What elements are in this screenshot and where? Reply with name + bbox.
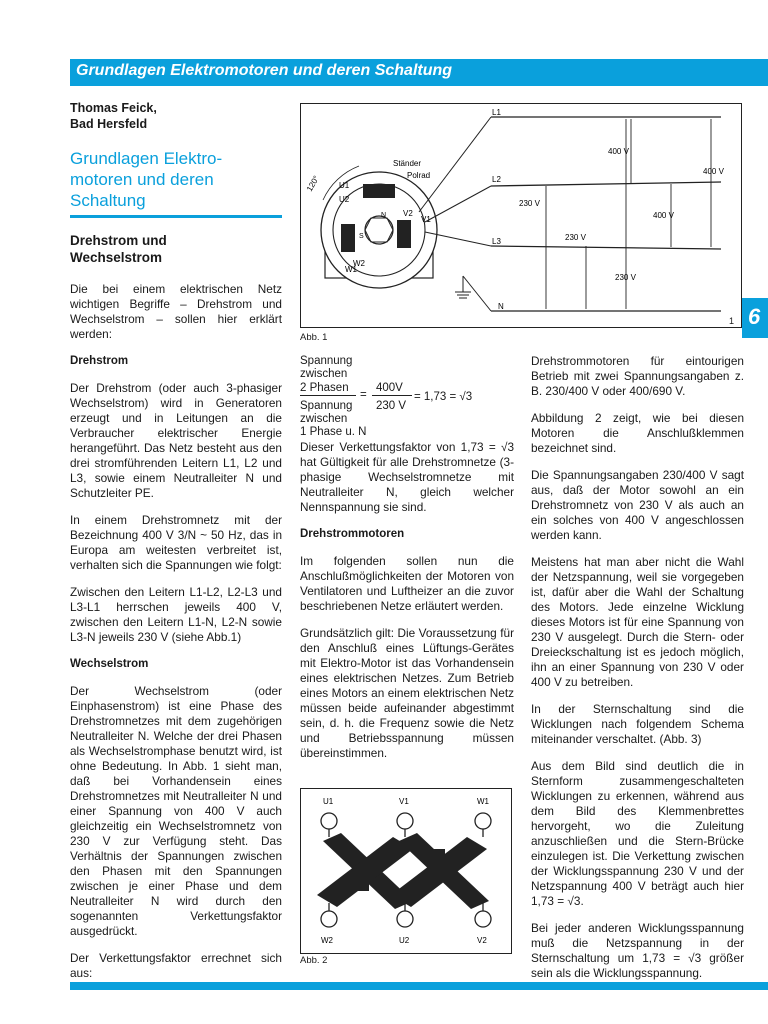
wechselstrom-paragraph-1: Der Wechselstrom (oder Einphasenstrom) ist eine Phase des Drehstromnetzes mit dem zugehörigen Neutralleiter N. Welche der drei Phasen als Wechselstromphase benutzt wird, ist ohne Bedeutung. In Abb. 1 sieht man, daß bei Vorhandensein eines Drehstromnetzes mit Neutralleiter N und einer Spannung von 400 V auch gleichzeitig ein Wechselstromnetz von 230 V zur Verfügung steht. Das Verhältnis der Spannungen zwischen den Phasen mit den Spannungen zwischen je einer Phase und dem Neutralleiter N wird durch den sogenannten Verkettungsfaktor ausgedrückt. — [70, 684, 282, 938]
column-2 — [300, 354, 514, 773]
col3-paragraph-7: Bei jeder anderen Wicklungsspannung muß die Netzspannung in der Sternschaltung um 1,73 = √3 größer sein als die Wicklungsspannung. — [531, 921, 744, 980]
terminal-label-u1: U1 — [323, 797, 334, 806]
terminal-label-w1: W1 — [477, 797, 489, 806]
wechselstrom-heading: Wechselstrom — [70, 658, 149, 670]
line-l2 — [491, 182, 721, 186]
winding-label-u2: U2 — [339, 195, 350, 204]
terminal-label-u2: U2 — [399, 936, 410, 945]
col3-paragraph-5: In der Sternschaltung sind die Wicklungen nach folgendem Schema miteinander verschaltet. (Abb. 3) — [531, 702, 744, 746]
wechselstrom-paragraph-2: Der Verkettungsfaktor errechnet sich aus: — [70, 951, 282, 980]
chapter-tab-number: 6 — [748, 304, 761, 329]
line-label-l2: L2 — [492, 175, 501, 184]
network-lines — [491, 117, 721, 311]
figure-1-diagram — [301, 104, 741, 327]
staender-label: Ständer — [393, 159, 422, 168]
drehstrommotoren-heading: Drehstrommotoren — [300, 528, 405, 540]
drehstrom-paragraph-1: Der Drehstrom (oder auch 3-phasiger Wechselstrom) wird in Generatoren erzeugt und in Leitungen an die Verbraucher elektrischer Energie herangeführt. Das Netz besteht aus den drei stromführenden Leitern L1, L2 und L3, sowie einem Neutralleiter N und Schutzleiter PE. — [70, 381, 282, 500]
drehstrom-heading: Drehstrom — [70, 355, 129, 367]
voltage-label-l1-l3: 400 V — [703, 167, 724, 176]
pole-label-n: N — [381, 212, 387, 219]
winding-label-v1: V1 — [421, 215, 431, 224]
figure-1-caption: Abb. 1 — [300, 332, 328, 343]
title-rule — [70, 215, 282, 218]
voltage-label-l3-n: 230 V — [565, 233, 586, 242]
formula-denominator-line-2: zwischen — [300, 413, 348, 425]
terminal-u2 — [397, 911, 413, 927]
polrad-label: Polrad — [407, 171, 431, 180]
winding-label-w2: W2 — [353, 259, 365, 268]
figure-1 — [300, 103, 742, 328]
winding-w — [341, 224, 355, 252]
formula-value-numerator: 400V — [376, 382, 403, 394]
wire-l1 — [419, 117, 491, 212]
column-3 — [531, 354, 744, 993]
figure-2 — [300, 788, 512, 954]
line-l3 — [491, 246, 721, 249]
terminal-v1 — [397, 813, 413, 829]
col2-paragraph-1: Dieser Verkettungsfaktor von 1,73 = √3 hat Gültigkeit für alle Drehstromnetze (3-phasige Wechselstromnetze mit Neutralleiter N, gleich welcher Nennspannung sie sind. — [300, 440, 514, 514]
winding-label-v2: V2 — [403, 209, 413, 218]
terminal-label-v1: V1 — [399, 797, 409, 806]
terminal-w1 — [475, 813, 491, 829]
formula-equals: = — [360, 389, 367, 401]
formula-value-denominator: 230 V — [376, 400, 407, 412]
formula-numerator-line-2: zwischen — [300, 368, 348, 380]
main-title: Grundlagen Elektro- motoren und deren Schaltung — [70, 149, 223, 210]
formula-result: = 1,73 = √3 — [414, 391, 473, 403]
drehstrom-paragraph-2: In einem Drehstromnetz mit der Bezeichnung 400 V 3/N ~ 50 Hz, das in Europa am weitesten verbreitet ist, verhalten sich die Spannungen wie folgt: — [70, 513, 282, 572]
col3-paragraph-3: Die Spannungsangaben 230/400 V sagt aus, daß der Motor sowohl an ein Drehstromnetz von 230 V als auch an ein solches von 400 V angeschlossen werden kann. — [531, 468, 744, 542]
rotor — [365, 216, 393, 244]
col3-paragraph-1: Drehstrommotoren für eintourigen Betrieb mit zwei Spannungsangaben z. B. 230/400 V oder 400/690 V. — [531, 354, 744, 398]
voltage-label-l2-l3: 400 V — [653, 211, 674, 220]
connection-block-1 — [347, 877, 369, 891]
footer-bar — [70, 982, 768, 990]
header-bar — [70, 59, 768, 86]
page-number: 1 — [729, 316, 735, 326]
formula-numerator-line-3: 2 Phasen — [300, 382, 349, 394]
voltage-label-l1-n: 230 V — [615, 273, 636, 282]
col3-paragraph-2: Abbildung 2 zeigt, wie bei diesen Motoren die Anschlußklemmen bezeichnet sind. — [531, 411, 744, 455]
chapter-tab — [742, 298, 768, 338]
wire-n — [463, 276, 491, 311]
terminal-board-diagram — [301, 789, 511, 953]
winding-u — [363, 184, 395, 198]
voltage-label-l2-n: 230 V — [519, 199, 540, 208]
col3-paragraph-4: Meistens hat man aber nicht die Wahl der Netzspannung, weil sie vorgegeben ist, dafür aber die Wahl der Schaltung des Motors. Jede einzelne Wicklung dieses Motors ist für eine Spannung von 230 V ausgelegt. Durch die Stern- oder Dreieckschaltung ist es jedoch möglich, ihn an einer Spannung von 230 V oder 400 V zu betreiben. — [531, 555, 744, 689]
chaining-factor-formula — [300, 354, 514, 438]
formula-value-bar — [372, 395, 412, 396]
terminal-label-v2: V2 — [477, 936, 487, 945]
voltage-label-l1-l2: 400 V — [608, 147, 629, 156]
connection-block-2 — [423, 849, 445, 863]
formula-fraction-bar — [300, 395, 356, 396]
figure-2-caption: Abb. 2 — [300, 955, 328, 966]
formula-denominator-line-1: Spannung — [300, 400, 353, 412]
drehstrom-paragraph-3: Zwischen den Leitern L1-L2, L2-L3 und L3-L1 herrschen jeweils 400 V, zwischen den Leitern L1-N, L2-N sowie L3-N jeweils 230 V (siehe Abb.1) — [70, 585, 282, 644]
winding-label-w1: W1 — [345, 265, 357, 274]
col2-paragraph-2: Im folgenden sollen nun die Anschlußmöglichkeiten der Motoren von Ventilatoren und Luftheizer an die zuvor beschriebenen Netze erläutert werden. — [300, 554, 514, 613]
sub-title: Drehstrom und Wechselstrom — [70, 233, 167, 265]
terminal-label-w2: W2 — [321, 936, 333, 945]
author: Thomas Feick, Bad Hersfeld — [70, 101, 157, 131]
winding-bars — [317, 833, 495, 909]
formula-denominator-line-3: 1 Phase u. N — [300, 426, 367, 438]
line-label-l3: L3 — [492, 237, 501, 246]
col3-paragraph-6: Aus dem Bild sind deutlich die in Sternform zusammengeschalteten Wicklungen zu erkennen, während aus dem Bild des Klemmenbrettes hervorgeht, wo die Zuleitung anzuschließen und die Stern-Brücke einzulegen ist. Die Verkettung zwischen der Wicklungsspannung 230 V und der Netzspannung 400 V beträgt auch hier 1,73 = √3. — [531, 759, 744, 908]
winding-v — [397, 220, 411, 248]
terminal-u1 — [321, 813, 337, 829]
line-label-l1: L1 — [492, 108, 501, 117]
angle-label: 120° — [304, 174, 322, 193]
header-title: Grundlagen Elektromotoren und deren Schaltung — [76, 62, 453, 79]
intro-paragraph: Die bei einem elektrischen Netz wichtigen Begriffe – Drehstrom und Wechselstrom – sollen hier erklärt werden: — [70, 282, 282, 341]
line-label-n: N — [498, 302, 504, 311]
column-1 — [70, 100, 282, 993]
col2-paragraph-3: Grundsätzlich gilt: Die Voraussetzung für den Anschluß eines Lüftungs-Gerätes mit Elektro-Motor ist das Vorhandensein eines elektrischen Netzes. Zum Betrieb eines Motors an einem elektrischen Netz müssen beide aufeinander abgestimmt sein, d. h. die Frequenz sowie die Netz und Betriebsspannung müssen übereinstimmen. — [300, 626, 514, 760]
pole-label-s: S — [359, 233, 364, 240]
terminal-v2 — [475, 911, 491, 927]
winding-label-u1: U1 — [339, 181, 350, 190]
formula-numerator-line-1: Spannung — [300, 355, 353, 367]
terminal-w2 — [321, 911, 337, 927]
